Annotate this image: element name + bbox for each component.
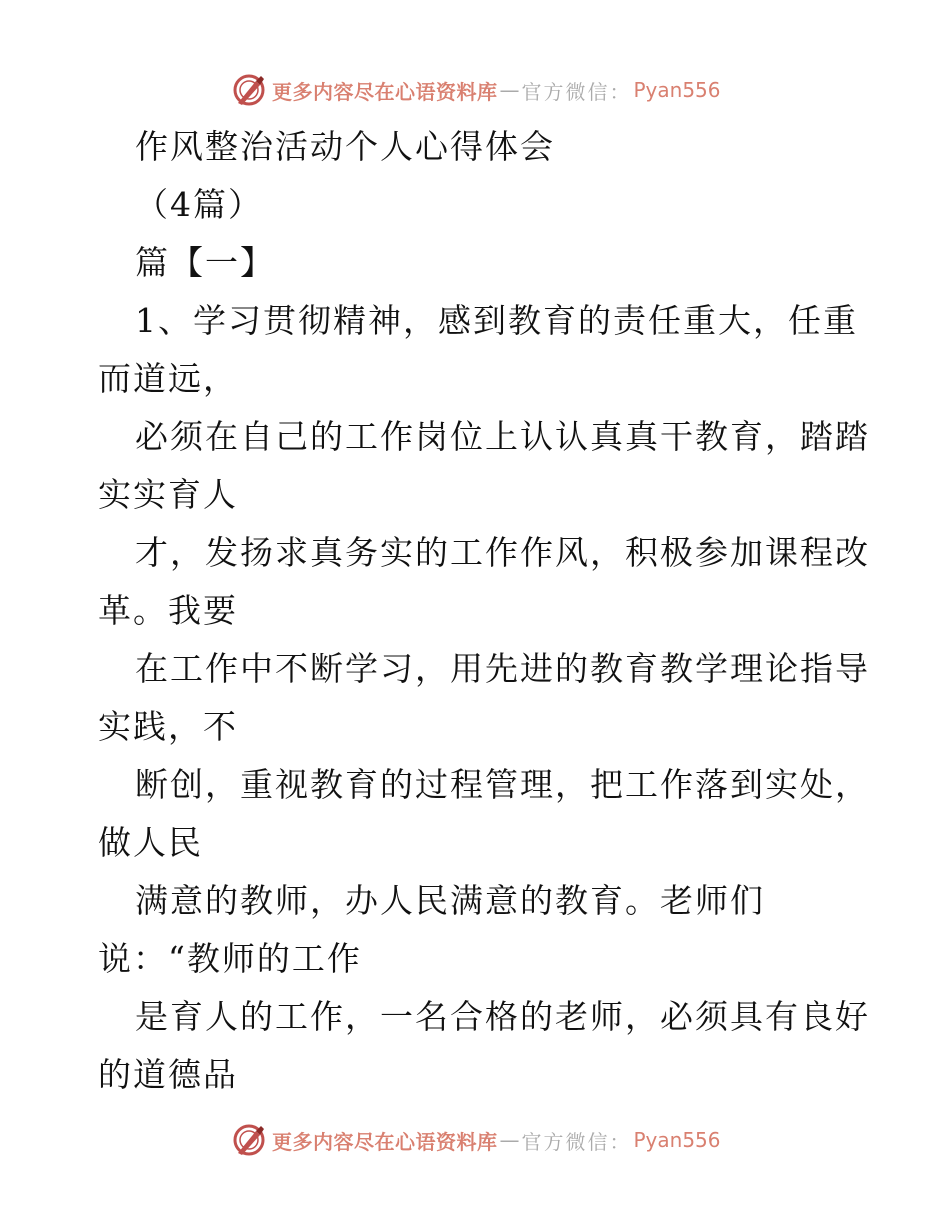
watermark-id: Pyan556 xyxy=(633,1128,721,1152)
paragraph-line: 而道远， xyxy=(98,359,238,398)
document-title: 作风整治活动个人心得体会 xyxy=(135,127,555,166)
paragraph-line: 革。我要 xyxy=(98,591,238,630)
paragraph-line: 是育人的工作，一名合格的老师，必须具有良好 xyxy=(135,997,870,1036)
paragraph-line: 断创，重视教育的过程管理，把工作落到实处， xyxy=(135,765,870,804)
section-heading: 篇【一】 xyxy=(135,243,275,282)
watermark-banner-top xyxy=(232,70,752,110)
paragraph-line: 实践，不 xyxy=(98,707,238,746)
paragraph-line: 才，发扬求真务实的工作作风，积极参加课程改 xyxy=(135,533,870,572)
document-body xyxy=(0,118,950,1118)
paragraph-line: 的道德品 xyxy=(98,1055,238,1094)
pen-logo-icon xyxy=(232,73,266,107)
watermark-id: Pyan556 xyxy=(633,78,721,102)
paragraph-line: 1、学习贯彻精神，感到教育的责任重大，任重 xyxy=(135,301,858,340)
paragraph-line: 做人民 xyxy=(98,823,203,862)
paragraph-line: 在工作中不断学习，用先进的教育教学理论指导 xyxy=(135,649,870,688)
paragraph-line: 必须在自己的工作岗位上认认真真干教育，踏踏 xyxy=(135,417,870,456)
paragraph-line: 实实育人 xyxy=(98,475,238,514)
watermark-banner-bottom xyxy=(232,1120,752,1160)
watermark-label: 官方微信： xyxy=(521,79,632,104)
watermark-dash: — xyxy=(499,78,520,102)
watermark-dash: — xyxy=(499,1128,520,1152)
document-subtitle: （4篇） xyxy=(135,185,263,224)
paragraph-line: 满意的教师，办人民满意的教育。老师们 xyxy=(135,881,765,920)
paragraph-line: 说：“教师的工作 xyxy=(98,939,362,978)
watermark-text: 更多内容尽在心语资料库 xyxy=(272,79,498,104)
watermark-text: 更多内容尽在心语资料库 xyxy=(272,1129,498,1154)
pen-logo-icon xyxy=(232,1123,266,1157)
watermark-label: 官方微信： xyxy=(521,1129,632,1154)
